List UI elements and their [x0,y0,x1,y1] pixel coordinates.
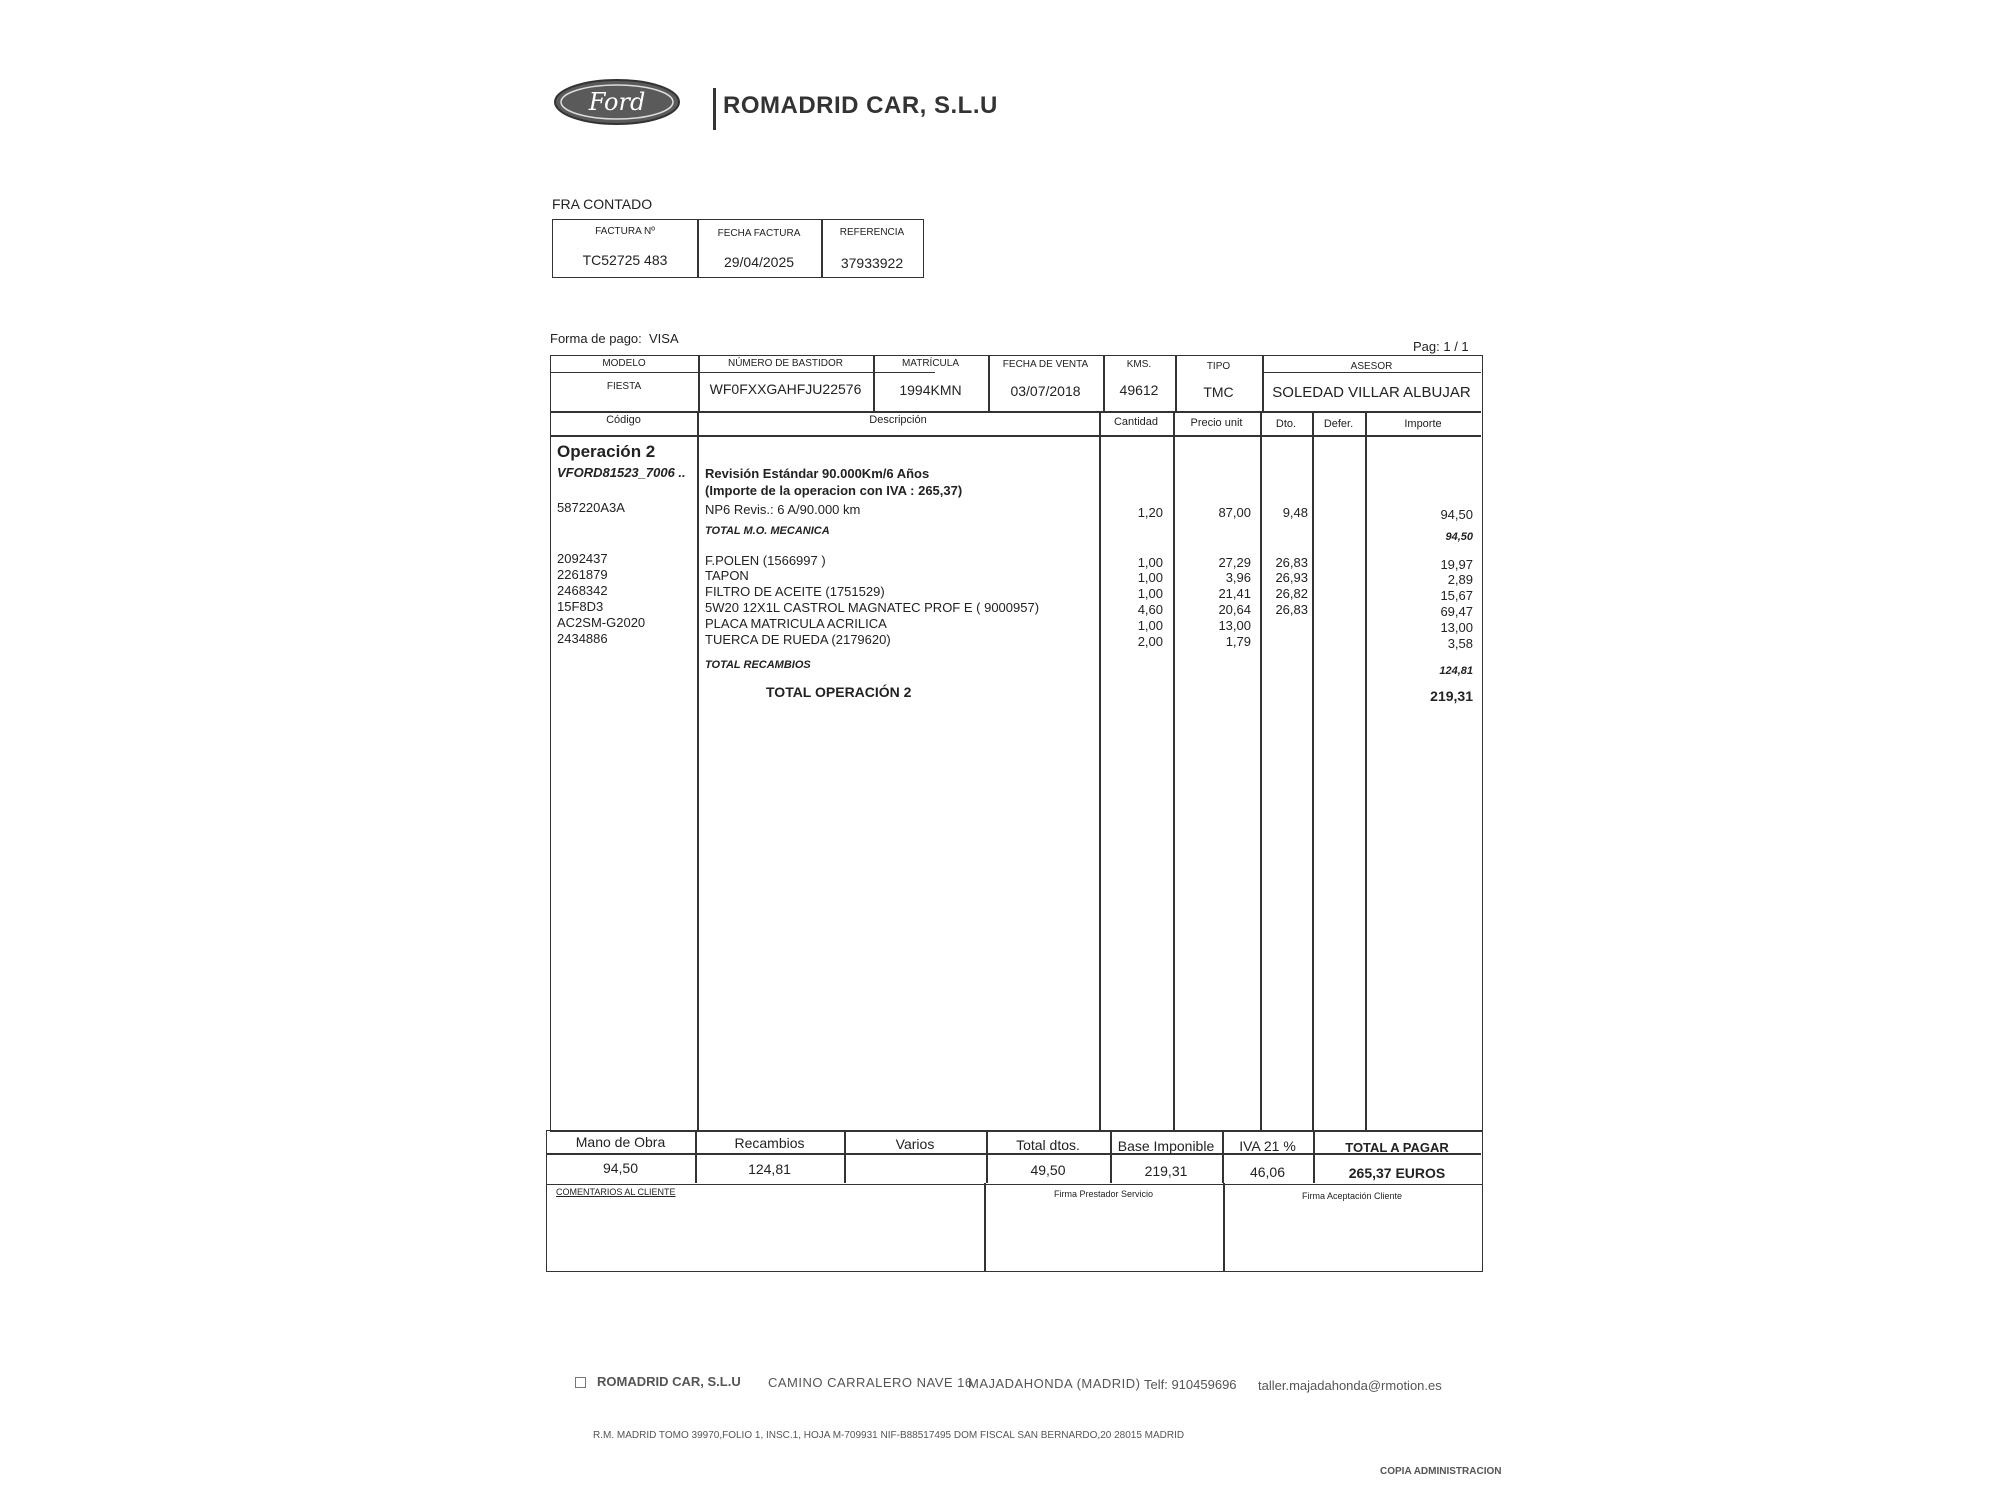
part-amount: 19,97 [1440,557,1473,572]
checkbox-icon [575,1377,586,1388]
ford-logo-icon [553,78,681,126]
operation-total-amount: 219,31 [1430,688,1473,704]
part-description: PLACA MATRICULA ACRILICA [705,616,887,631]
part-qty: 1,00 [1137,555,1163,570]
sale-date-value: 03/07/2018 [1010,383,1081,399]
discounts-summary-value: 49,50 [1030,1162,1066,1178]
type-value: TMC [1203,384,1234,400]
part-description: TAPON [705,568,749,583]
part-code: AC2SM-G2020 [557,615,646,630]
client-comments-label: COMENTARIOS AL CLIENTE [556,1187,676,1197]
labour-qty: 1,20 [1137,505,1163,520]
part-price: 27,29 [1218,555,1251,570]
provider-signature-label: Firma Prestador Servicio [1053,1189,1154,1199]
vin-value: WF0FXXGAHFJU22576 [709,381,862,397]
part-amount: 69,47 [1440,604,1473,619]
plate-label: MATRÍCULA [901,358,960,369]
col-code: Código [606,414,641,426]
col-description: Descripción [869,414,927,426]
labour-description: NP6 Revis.: 6 A/90.000 km [705,502,861,517]
page-number: Pag: 1 / 1 [1413,339,1469,354]
vin-label: NÚMERO DE BASTIDOR [727,358,843,369]
part-code: 2434886 [557,631,608,646]
footer-address: CAMINO CARRALERO NAVE 16 [768,1375,973,1390]
part-description: FILTRO DE ACEITE (1751529) [705,584,885,599]
labour-summary-value: 94,50 [602,1160,639,1176]
col-unit-price: Precio unit [1190,417,1243,429]
reference-value: 37933922 [840,255,904,271]
list-item [550,599,1481,619]
col-deferred: Defer. [1323,418,1354,430]
operation-title: Operación 2 [557,442,656,461]
part-dto: 26,83 [1275,555,1308,570]
misc-summary-label: Varios [895,1136,935,1152]
part-price: 1,79 [1225,634,1251,649]
labour-price: 87,00 [1218,505,1251,520]
part-qty: 1,00 [1137,570,1163,585]
part-code: 2261879 [557,567,608,582]
list-item [550,583,1481,603]
part-code: 15F8D3 [557,599,604,614]
part-price: 21,41 [1218,586,1251,601]
invoice-date-label: FECHA FACTURA [717,228,801,239]
part-price: 13,00 [1218,618,1251,633]
copy-label: COPIA ADMINISTRACION [1380,1466,1502,1477]
operation-code: VFORD81523_7006 .. [557,465,686,480]
list-item [550,567,1481,587]
tax-base-label: Base Imponible [1117,1138,1215,1154]
part-code: 2468342 [557,583,608,598]
payment-value: VISA [649,331,679,346]
model-value: FIESTA [606,381,642,392]
part-description: 5W20 12X1L CASTROL MAGNATEC PROF E ( 9000957) [705,600,1040,615]
part-amount: 13,00 [1440,620,1473,635]
part-price: 20,64 [1218,602,1251,617]
part-dto: 26,83 [1275,602,1308,617]
invoice-box [552,219,924,278]
part-code: 2092437 [557,551,608,566]
list-item [550,551,1481,572]
list-item [550,615,1481,635]
col-amount: Importe [1404,418,1442,430]
parts-total-amount: 124,81 [1439,665,1473,677]
footer-city: MAJADAHONDA (MADRID) [968,1376,1141,1391]
sale-date-label: FECHA DE VENTA [1002,359,1089,370]
vat-value: 46,06 [1249,1164,1286,1180]
footer-company: ROMADRID CAR, S.L.U [597,1374,741,1389]
part-qty: 2,00 [1137,634,1163,649]
part-dto: 26,82 [1275,586,1308,601]
invoice-date: 29/04/2025 [723,254,795,270]
total-due-label: TOTAL A PAGAR [1345,1140,1449,1155]
advisor-value: SOLEDAD VILLAR ALBUJAR [1272,384,1471,401]
col-discount: Dto. [1275,418,1297,430]
list-item [550,631,1481,651]
discounts-summary-label: Total dtos. [1016,1137,1080,1153]
plate-value: 1994KMN [899,382,962,398]
part-description: F.POLEN (1566997 ) [705,553,826,568]
operation-desc-line2: (Importe de la operacion con IVA : 265,37) [705,483,963,498]
invoice-number-label: FACTURA Nº [595,226,655,237]
part-description: TUERCA DE RUEDA (2179620) [705,632,891,647]
parts-summary-label: Recambios [734,1135,805,1151]
type-label: TIPO [1206,361,1231,372]
total-due-value: 265,37 EUROS [1348,1165,1446,1181]
logo-divider [713,88,716,130]
part-amount: 15,67 [1440,588,1473,603]
part-amount: 2,89 [1447,572,1473,587]
part-qty: 1,00 [1137,618,1163,633]
footer-registry: R.M. MADRID TOMO 39970,FOLIO 1, INSC.1, HOJA M-709931 NIF-B88517495 DOM FISCAL SAN BERNARDO,20 28015 MADRID [593,1430,1185,1441]
part-price: 3,96 [1225,570,1251,585]
labour-total-label: TOTAL M.O. MECANICA [705,525,830,537]
parts-total-label: TOTAL RECAMBIOS [705,659,811,671]
col-quantity: Cantidad [1113,416,1159,428]
payment-label: Forma de pago: [550,331,642,346]
company-name: ROMADRID CAR, S.L.U [723,92,998,119]
operation-total-label: TOTAL OPERACIÓN 2 [766,684,912,700]
payment-method [550,331,679,346]
part-amount: 3,58 [1447,636,1473,651]
reference-label: REFERENCIA [839,227,905,238]
footer-phone: Telf: 910459696 [1144,1377,1237,1392]
tax-base-value: 219,31 [1144,1163,1188,1179]
labour-code: 587220A3A [557,500,625,515]
footer-email: taller.majadahonda@rmotion.es [1258,1378,1442,1393]
labour-summary-label: Mano de Obra [575,1134,666,1150]
operation-desc-line1: Revisión Estándar 90.000Km/6 Años [705,466,930,481]
invoice-number: TC52725 483 [582,252,668,268]
vat-label: IVA 21 % [1239,1138,1296,1154]
client-signature-label: Firma Aceptación Cliente [1301,1191,1403,1201]
logo-text: Ford [588,88,646,116]
labour-amount: 94,50 [1440,507,1473,522]
part-qty: 4,60 [1137,602,1163,617]
parts-summary-value: 124,81 [748,1161,791,1177]
part-qty: 1,00 [1137,586,1163,601]
items-table [550,355,1483,1132]
model-label: MODELO [602,358,646,369]
advisor-label: ASESOR [1350,361,1393,372]
kms-value: 49612 [1119,382,1159,398]
labour-dto: 9,48 [1282,505,1308,520]
kms-label: KMS. [1126,359,1152,370]
invoice-type: FRA CONTADO [552,196,653,212]
labour-total-amount: 94,50 [1445,531,1473,543]
part-dto: 26,93 [1275,570,1308,585]
